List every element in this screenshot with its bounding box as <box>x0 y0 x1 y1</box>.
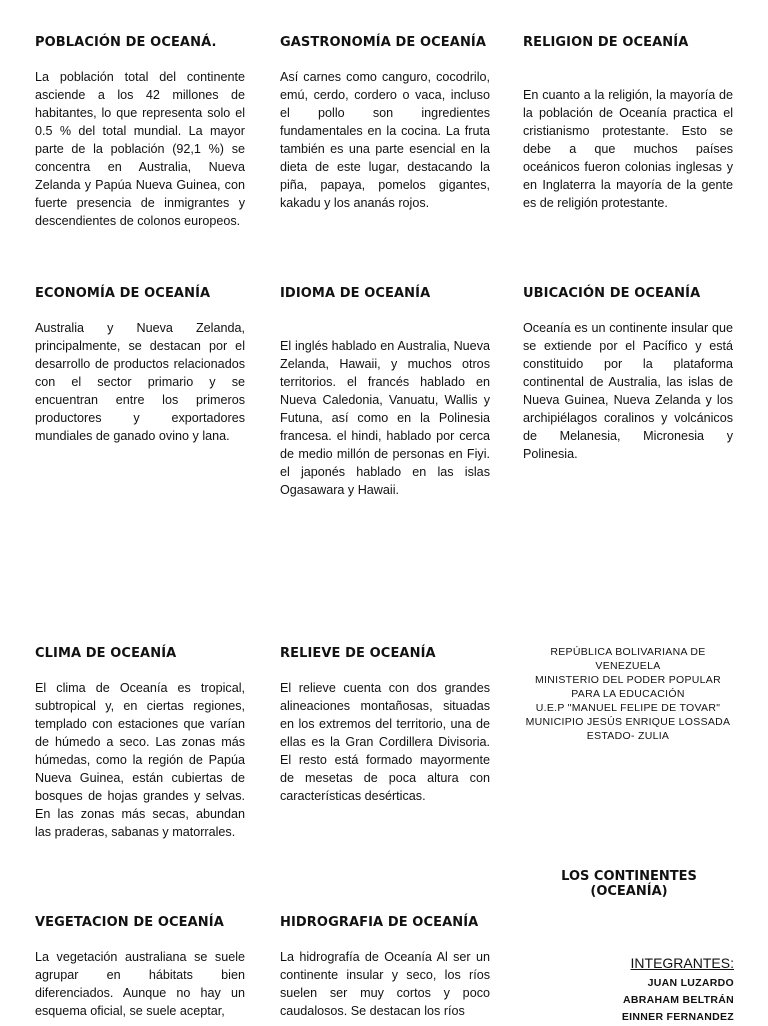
institution-line: MINISTERIO DEL PODER POPULAR <box>535 674 721 686</box>
section-poblacion <box>35 35 245 230</box>
cover-title: LOS CONTINENTES (OCEANÍA) <box>561 869 697 899</box>
section-title: RELIEVE DE OCEANÍA <box>280 646 436 661</box>
section-text: La vegetación australiana se suele agrupar en hábitats bien diferenciados. Aunque no hay un esquema oficial, se suele aceptar, <box>35 950 245 1018</box>
section-text: La hidrografía de Oceanía Al ser un continente insular y seco, los ríos suelen ser muy cortos y poco caudalosos. Se destacan los ríos <box>280 950 490 1018</box>
member-name: EINNER FERNANDEZ <box>621 1011 734 1023</box>
section-hidrografia <box>280 915 490 1020</box>
section-ubicacion <box>523 286 733 463</box>
section-title: IDIOMA DE OCEANÍA <box>280 286 431 301</box>
institution-header <box>520 645 736 743</box>
section-economia <box>35 286 245 445</box>
section-text: En cuanto a la religión, la mayoría de la población de Oceanía practica el cristianismo protestante. Esto se debe a que muchos países oceánicos fueron colonias inglesas y en Inglaterra la mayoría de la gente es de religión protestante. <box>523 88 733 210</box>
section-title: GASTRONOMÍA DE OCEANÍA <box>280 35 487 50</box>
section-title: UBICACIÓN DE OCEANÍA <box>523 286 701 301</box>
institution-line: PARA LA EDUCACIÓN <box>571 688 685 700</box>
section-text: La población total del continente asciende a los 42 millones de habitantes, lo que representa solo el 0.5 % del total mundial. La mayor parte de la población (92,1 %) se concentra en Australia, Nueva Zelanda y Papúa Nueva Guinea, con fuerte presencia de inmigrantes y descendientes de colonos europeos. <box>35 70 245 228</box>
section-title: HIDROGRAFIA DE OCEANÍA <box>280 915 479 930</box>
section-text: El clima de Oceanía es tropical, subtropical y, en ciertas regiones, templado con estaciones que varían de húmedo a seco. Las zonas más húmedas, como la región de Papúa Nueva Guinea, están cubiertas de bosques de hojas grandes y selvas. En las zonas más secas, abundan las praderas, sabanas y matorrales. <box>35 681 245 839</box>
section-text: Así carnes como canguro, cocodrilo, emú, cerdo, cordero o vaca, incluso el pollo son ingredientes fundamentales en la cocina. La fruta también es una parte esencial en la dieta de este lugar, destacando la piña, papaya, pomelos gigantes, kakadu y los ananás rojos. <box>280 70 490 210</box>
member-name: ABRAHAM BELTRÁN <box>622 994 734 1006</box>
institution-line: REPÚBLICA BOLIVARIANA DE <box>550 646 706 658</box>
section-relieve <box>280 646 490 805</box>
institution-line: ESTADO- ZULIA <box>586 730 670 742</box>
section-vegetacion <box>35 915 245 1020</box>
institution-line: MUNICIPIO JESÚS ENRIQUE LOSSADA <box>525 716 731 728</box>
section-text: El inglés hablado en Australia, Nueva Zelanda, Hawaii, y muchos otros territorios. el francés hablado en Nueva Caledonia, Vanuatu, Wallis y Futuna, así como en la Polinesia francesa. el hindi, hablado por cerca de medio millón de personas en Fiyi. el japonés hablado en las islas Ogasawara y Hawaii. <box>280 339 490 497</box>
section-religion <box>523 35 733 212</box>
section-text: Oceanía es un continente insular que se extiende por el Pacífico y está constituido por la plataforma continental de Australia, las islas de Nueva Guinea, Nueva Zelanda y los archipiélagos coralinos y volcánicos de Melanesia, Micronesia y Polinesia. <box>523 321 733 461</box>
section-title: RELIGION DE OCEANÍA <box>523 35 689 50</box>
section-title: CLIMA DE OCEANÍA <box>35 646 177 661</box>
section-text: El relieve cuenta con dos grandes alineaciones montañosas, situadas en los extremos del territorio, una de ellas es la Gran Cordillera Divisoria. El resto está formado mayormente de mesetas de poca altura con características desérticas. <box>280 681 490 803</box>
section-clima <box>35 646 245 841</box>
institution-line: U.E.P "MANUEL FELIPE DE TOVAR" <box>535 702 721 714</box>
section-title: ECONOMÍA DE OCEANÍA <box>35 286 211 301</box>
section-gastronomia <box>280 35 490 212</box>
section-idioma <box>280 286 490 499</box>
member-name: JUAN LUZARDO <box>647 977 734 989</box>
institution-line: VENEZUELA <box>595 660 661 672</box>
section-text: Australia y Nueva Zelanda, principalmente, se destacan por el desarrollo de productos relacionados con el sector primario y se encuentran entre los primeros productores y exportadores mundiales de ganado ovino y lana. <box>35 321 245 443</box>
section-title: POBLACIÓN DE OCEANÁ. <box>35 35 217 50</box>
section-title: VEGETACION DE OCEANÍA <box>35 915 224 930</box>
members-heading: INTEGRANTES: <box>630 955 734 971</box>
members-list <box>560 975 734 1026</box>
